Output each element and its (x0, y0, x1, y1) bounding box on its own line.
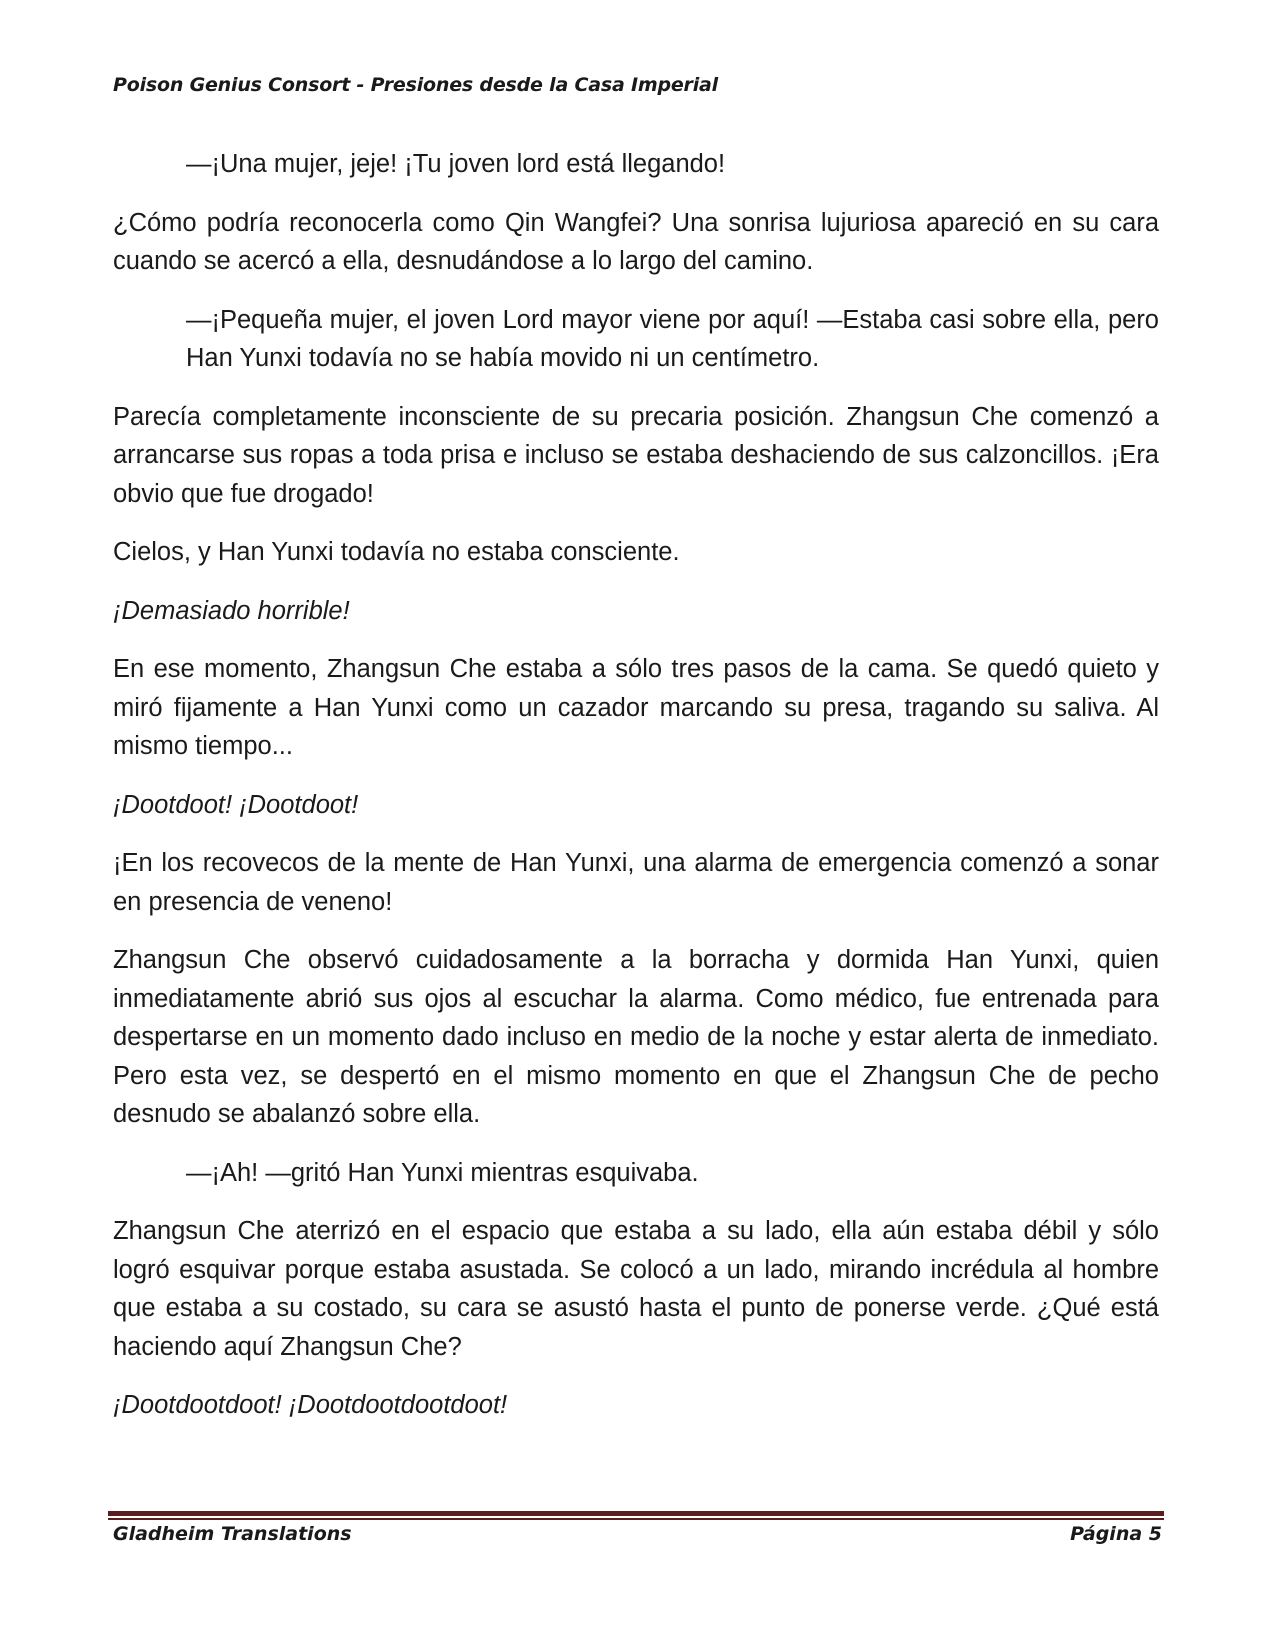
page-number: Página 5 (1070, 1523, 1162, 1545)
paragraph-3: —¡Pequeña mujer, el joven Lord mayor viene por aquí! —Estaba casi sobre ella, pero Han Yunxi todavía no se había movido ni un centímetro. (186, 305, 1159, 372)
paragraph-9: ¡En los recovecos de la mente de Han Yunxi, una alarma de emergencia comenzó a sonar en presencia de veneno! (113, 849, 1159, 916)
paragraph-2: ¿Cómo podría reconocerla como Qin Wangfei? Una sonrisa lujuriosa apareció en su cara cuando se acercó a ella, desnudándose a lo largo del camino. (113, 208, 1159, 275)
paragraph-10: Zhangsun Che observó cuidadosamente a la borracha y dormida Han Yunxi, quien inmediatamente abrió sus ojos al escuchar la alarma. Como médico, fue entrenada para despertarse en un momento dado incluso en medio de la noche y estar alerta de inmediato. Pero esta vez, se despertó en el mismo momento en que el Zhangsun Che de pecho desnudo se abalanzó sobre ella. (113, 946, 1159, 1128)
paragraph-7: En ese momento, Zhangsun Che estaba a sólo tres pasos de la cama. Se quedó quieto y miró fijamente a Han Yunxi como un cazador marcando su presa, tragando su saliva. Al mismo tiempo... (113, 655, 1159, 760)
paragraph-12: Zhangsun Che aterrizó en el espacio que estaba a su lado, ella aún estaba débil y sólo logró esquivar porque estaba asustada. Se colocó a un lado, mirando incrédula al hombre que estaba a su costado, su cara se asustó hasta el punto de ponerse verde. ¿Qué está haciendo aquí Zhangsun Che? (113, 1217, 1159, 1361)
paragraph-11: —¡Ah! —gritó Han Yunxi mientras esquivaba. (186, 1158, 699, 1187)
paragraph-13: ¡Dootdootdoot! ¡Dootdootdootdoot! (113, 1391, 508, 1419)
paragraph-4: Parecía completamente inconsciente de su precaria posición. Zhangsun Che comenzó a arrancarse sus ropas a toda prisa e incluso se estaba deshaciendo de sus calzoncillos. ¡Era obvio que fue drogado! (113, 402, 1159, 508)
running-header: Poison Genius Consort - Presiones desde la Casa Imperial (113, 74, 718, 96)
footer-credit: Gladheim Translations (113, 1523, 352, 1545)
paragraph-5: Cielos, y Han Yunxi todavía no estaba consciente. (113, 538, 680, 566)
paragraph-6: ¡Demasiado horrible! (113, 596, 350, 625)
footer-rule-thin (108, 1518, 1164, 1520)
paragraph-8: ¡Dootdoot! ¡Dootdoot! (113, 790, 359, 819)
paragraph-1: —¡Una mujer, jeje! ¡Tu joven lord está llegando! (186, 150, 726, 178)
footer-rule-thick (108, 1511, 1164, 1516)
body-text (113, 145, 1159, 1445)
